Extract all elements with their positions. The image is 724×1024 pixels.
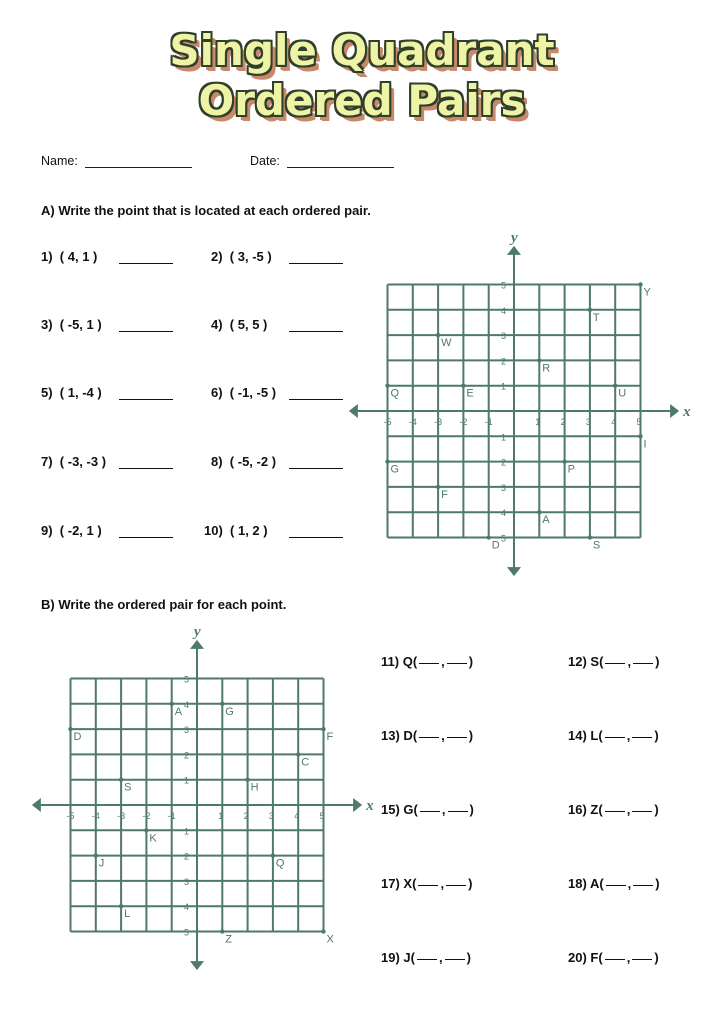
question-number: 16) [568, 802, 587, 817]
question-number: 2) [211, 249, 223, 264]
point-A [170, 702, 174, 706]
point-D [68, 727, 72, 731]
x-axis-arrow-right [353, 798, 362, 812]
y-tick-label: 5 [500, 280, 506, 291]
y-tick-label: 3 [183, 725, 189, 736]
point-label-Y: Y [643, 286, 651, 299]
y-axis-arrow-up [507, 246, 521, 255]
question-pair: ( 3, -5 ) [229, 249, 272, 264]
y-axis-arrow-down [507, 567, 521, 576]
y-tick-label: 2 [500, 356, 506, 367]
name-label: Name: [41, 154, 78, 168]
question-12: 12) S( , ) [568, 654, 660, 669]
x-tick-label: -5 [66, 811, 75, 821]
point-F [436, 485, 440, 489]
question-13: 13) D( , ) [381, 728, 474, 743]
section-a-heading: A) Write the point that is located at each ordered pair. [41, 203, 371, 218]
y-tick-label: 5 [183, 674, 189, 685]
point-E [461, 384, 465, 388]
question-number: 8) [211, 454, 223, 469]
point-D [487, 535, 491, 539]
x-tick-label: -5 [383, 417, 392, 427]
x-tick-label: -2 [142, 811, 151, 821]
question-number: 5) [41, 385, 53, 400]
x-tick-label: 1 [535, 417, 541, 427]
question-pair: ( 4, 1 ) [59, 249, 98, 264]
y-tick-label: 1 [500, 381, 506, 392]
point-J [94, 853, 98, 857]
point-G [385, 459, 389, 463]
y-axis-arrow-down [190, 961, 204, 970]
x-tick-label: 5 [319, 811, 325, 821]
point-X [321, 929, 325, 933]
x-axis-arrow-left [349, 404, 358, 418]
question-number: 15) [381, 802, 400, 817]
question-pair: ( 1, -4 ) [59, 385, 102, 400]
point-label-E: E [466, 387, 474, 400]
point-T [588, 308, 592, 312]
point-label-U: U [618, 387, 627, 400]
question-number: 7) [41, 454, 53, 469]
point-label-I: I [643, 438, 647, 451]
question-20: 20) F( , ) [568, 950, 659, 965]
point-label-A: A [542, 514, 550, 527]
point-label-C: C [301, 756, 310, 769]
question-point: S [590, 654, 600, 669]
question-point: F [590, 950, 599, 965]
question-17: 17) X( , ) [381, 876, 473, 891]
x-tick-label: 2 [560, 417, 566, 427]
point-label-S: S [124, 781, 132, 794]
question-pair: ( 5, 5 ) [229, 317, 268, 332]
point-label-Q: Q [390, 387, 400, 400]
point-U [613, 384, 617, 388]
question-11: 11) Q( , ) [381, 654, 474, 669]
x-axis-arrow-right [670, 404, 679, 418]
point-H [245, 778, 249, 782]
point-P [562, 459, 566, 463]
point-F [321, 727, 325, 731]
grid-a [349, 230, 691, 576]
question-19: 19) J( , ) [381, 950, 471, 965]
question-number: 13) [381, 728, 400, 743]
y-tick-label: 5 [500, 533, 506, 544]
question-point: J [403, 950, 411, 965]
point-label-G: G [390, 463, 400, 476]
y-tick-label: 1 [183, 775, 189, 786]
y-tick-label: 5 [183, 927, 189, 938]
grid-b [32, 624, 374, 970]
y-tick-label: 4 [500, 305, 506, 316]
point-label-H: H [250, 781, 259, 794]
point-label-G: G [225, 705, 234, 718]
point-Y [638, 282, 642, 286]
y-axis-label: y [511, 229, 518, 246]
y-tick-label: 2 [500, 457, 506, 468]
point-C [296, 752, 300, 756]
question-number: 9) [41, 523, 53, 538]
y-tick-label: 2 [183, 851, 189, 862]
question-number: 3) [41, 317, 53, 332]
question-number: 20) [568, 950, 587, 965]
point-label-J: J [98, 857, 105, 870]
question-number: 10) [204, 523, 223, 538]
x-tick-label: -3 [117, 811, 126, 821]
question-point: G [403, 802, 414, 817]
question-pair: ( -1, -5 ) [229, 385, 277, 400]
x-tick-label: 3 [268, 811, 274, 821]
y-tick-label: 2 [183, 750, 189, 761]
x-axis-label: x [366, 798, 374, 814]
question-pair: ( -2, 1 ) [59, 523, 102, 538]
x-tick-label: 3 [585, 417, 591, 427]
question-number: 6) [211, 385, 223, 400]
x-tick-label: -4 [408, 417, 417, 427]
question-15: 15) G( , ) [381, 802, 474, 817]
date-label: Date: [250, 154, 280, 168]
question-point: X [403, 876, 413, 891]
point-Q [271, 853, 275, 857]
point-Z [220, 929, 224, 933]
question-18: 18) A( , ) [568, 876, 660, 891]
worksheet-title-line2: Ordered Pairs [198, 76, 526, 125]
question-number: 19) [381, 950, 400, 965]
x-axis-arrow-left [32, 798, 41, 812]
y-tick-label: 3 [500, 482, 506, 493]
point-R [537, 358, 541, 362]
question-pair: ( -5, 1 ) [59, 317, 102, 332]
x-tick-label: 5 [636, 417, 642, 427]
question-point: L [590, 728, 599, 743]
x-tick-label: 1 [218, 811, 224, 821]
question-number: 12) [568, 654, 587, 669]
question-pair: ( -5, -2 ) [229, 454, 277, 469]
x-tick-label: 2 [243, 811, 249, 821]
point-label-F: F [326, 731, 334, 744]
point-label-D: D [491, 539, 500, 552]
worksheet-title-line1: Single Quadrant [169, 26, 555, 75]
question-point: Z [590, 802, 599, 817]
point-A [537, 510, 541, 514]
point-label-D: D [73, 731, 82, 744]
y-tick-label: 1 [500, 432, 506, 443]
point-label-K: K [149, 832, 157, 845]
point-S [119, 778, 123, 782]
question-number: 17) [381, 876, 400, 891]
x-tick-label: -2 [459, 417, 468, 427]
point-W [436, 333, 440, 337]
question-14: 14) L( , ) [568, 728, 659, 743]
y-tick-label: 4 [183, 699, 189, 710]
point-label-P: P [567, 463, 575, 476]
y-tick-label: 1 [183, 826, 189, 837]
point-label-R: R [542, 362, 551, 375]
section-b-heading: B) Write the ordered pair for each point. [41, 597, 287, 612]
point-label-W: W [441, 337, 452, 350]
question-pair: ( 1, 2 ) [230, 523, 268, 538]
point-K [144, 828, 148, 832]
y-axis-label: y [194, 623, 201, 640]
point-label-Z: Z [225, 933, 233, 946]
point-label-L: L [124, 908, 131, 921]
point-label-Q: Q [275, 857, 285, 870]
point-label-F: F [441, 488, 448, 501]
x-tick-label: 4 [611, 417, 617, 427]
y-tick-label: 3 [500, 331, 506, 342]
x-tick-label: -1 [167, 811, 176, 821]
y-tick-label: 4 [500, 508, 506, 519]
question-point: D [403, 728, 413, 743]
point-label-T: T [592, 311, 600, 324]
x-tick-label: -1 [484, 417, 493, 427]
point-I [638, 434, 642, 438]
x-tick-label: -3 [434, 417, 443, 427]
x-tick-label: 4 [294, 811, 300, 821]
y-tick-label: 3 [183, 876, 189, 887]
point-label-A: A [174, 705, 183, 718]
question-16: 16) Z( , ) [568, 802, 659, 817]
question-point: Q [402, 654, 413, 669]
point-label-S: S [592, 539, 601, 552]
x-tick-label: -4 [91, 811, 100, 821]
question-number: 11) [381, 654, 400, 669]
point-L [119, 904, 123, 908]
point-G [220, 702, 224, 706]
y-tick-label: 4 [183, 902, 189, 913]
question-number: 14) [568, 728, 587, 743]
x-axis-label: x [683, 404, 691, 420]
question-number: 4) [211, 317, 223, 332]
point-label-X: X [326, 933, 334, 946]
question-point: A [589, 876, 600, 891]
point-Q [385, 384, 389, 388]
y-axis-arrow-up [190, 640, 204, 649]
question-number: 1) [41, 249, 53, 264]
point-S [588, 535, 592, 539]
question-pair: ( -3, -3 ) [59, 454, 107, 469]
question-number: 18) [568, 876, 587, 891]
